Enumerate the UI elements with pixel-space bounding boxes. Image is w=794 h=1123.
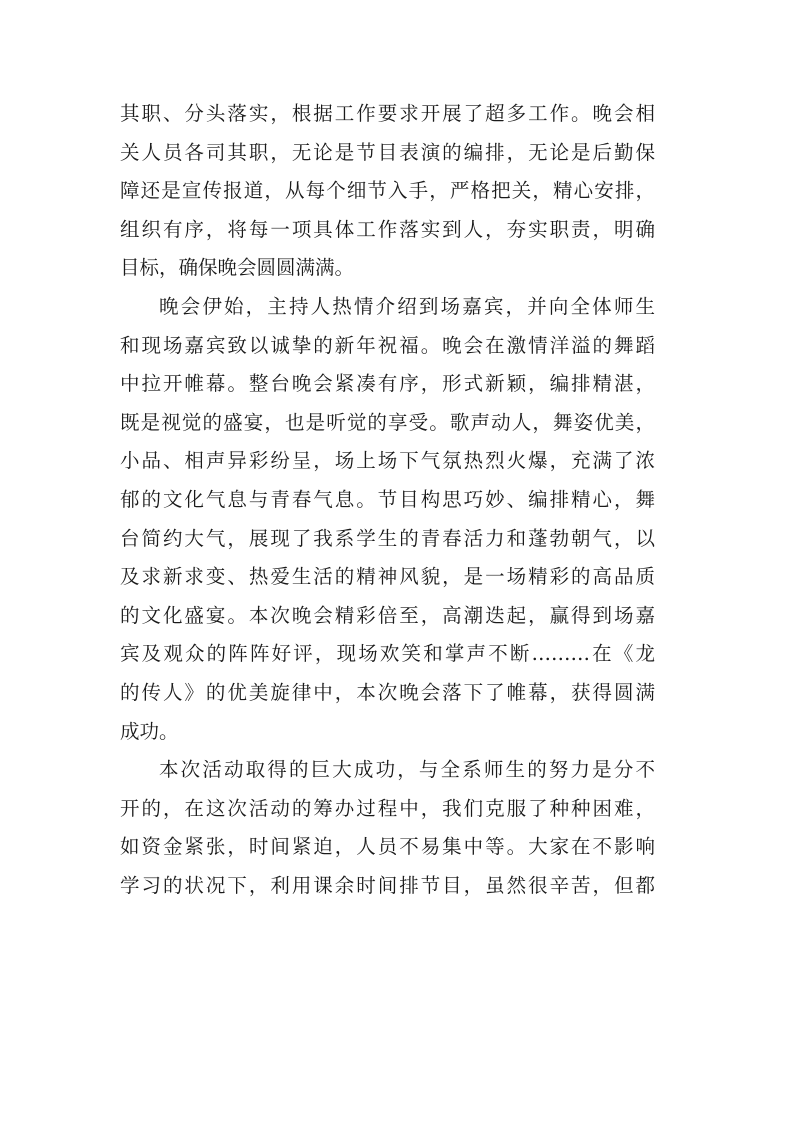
text-line: 关人员各司其职，无论是节目表演的编排，无论是后勤保	[120, 140, 655, 164]
paragraph-2	[120, 288, 655, 751]
text-line: 的文化盛宴。本次晚会精彩倍至，高潮迭起，赢得到场嘉	[120, 603, 655, 627]
text-line: 晚会伊始，主持人热情介绍到场嘉宾，并向全体师生	[159, 294, 655, 318]
text-line: 本次活动取得的巨大成功，与全系师生的努力是分不	[159, 758, 655, 782]
text-line: 及求新求变、热爱生活的精神风貌，是一场精彩的高品质	[120, 565, 655, 589]
text-line: 中拉开帷幕。整台晚会紧凑有序，形式新颖，编排精湛，	[120, 372, 655, 396]
document-body	[120, 95, 655, 905]
text-line: 组织有序，将每一项具体工作落实到人，夯实职责，明确	[120, 217, 655, 241]
text-line: 郁的文化气息与青春气息。节目构思巧妙、编排精心，舞	[120, 487, 655, 511]
text-line: 学习的状况下，利用课余时间排节目，虽然很辛苦，但都	[120, 873, 655, 897]
text-line: 宾及观众的阵阵好评，现场欢笑和掌声不断………在《龙	[120, 642, 655, 666]
paragraph-3	[120, 751, 655, 905]
text-line: 和现场嘉宾致以诚挚的新年祝福。晚会在激情洋溢的舞蹈	[120, 333, 655, 357]
text-line: 障还是宣传报道，从每个细节入手，严格把关，精心安排，	[120, 179, 655, 203]
paragraph-1	[120, 95, 655, 288]
text-line: 台简约大气，展现了我系学生的青春活力和蓬勃朝气，以	[120, 526, 655, 550]
text-line: 其职、分头落实，根据工作要求开展了超多工作。晚会相	[120, 102, 655, 125]
text-line: 开的，在这次活动的筹办过程中，我们克服了种种困难，	[120, 796, 655, 820]
text-line: 目标，确保晚会圆圆满满。	[120, 256, 355, 280]
text-line: 成功。	[120, 719, 179, 743]
text-line: 小品、相声异彩纷呈，场上场下气氛热烈火爆，充满了浓	[120, 449, 655, 473]
text-line: 如资金紧张，时间紧迫，人员不易集中等。大家在不影响	[120, 835, 655, 859]
text-line: 既是视觉的盛宴，也是听觉的享受。歌声动人，舞姿优美，	[120, 410, 655, 434]
text-line: 的传人》的优美旋律中，本次晚会落下了帷幕，获得圆满	[120, 680, 655, 704]
